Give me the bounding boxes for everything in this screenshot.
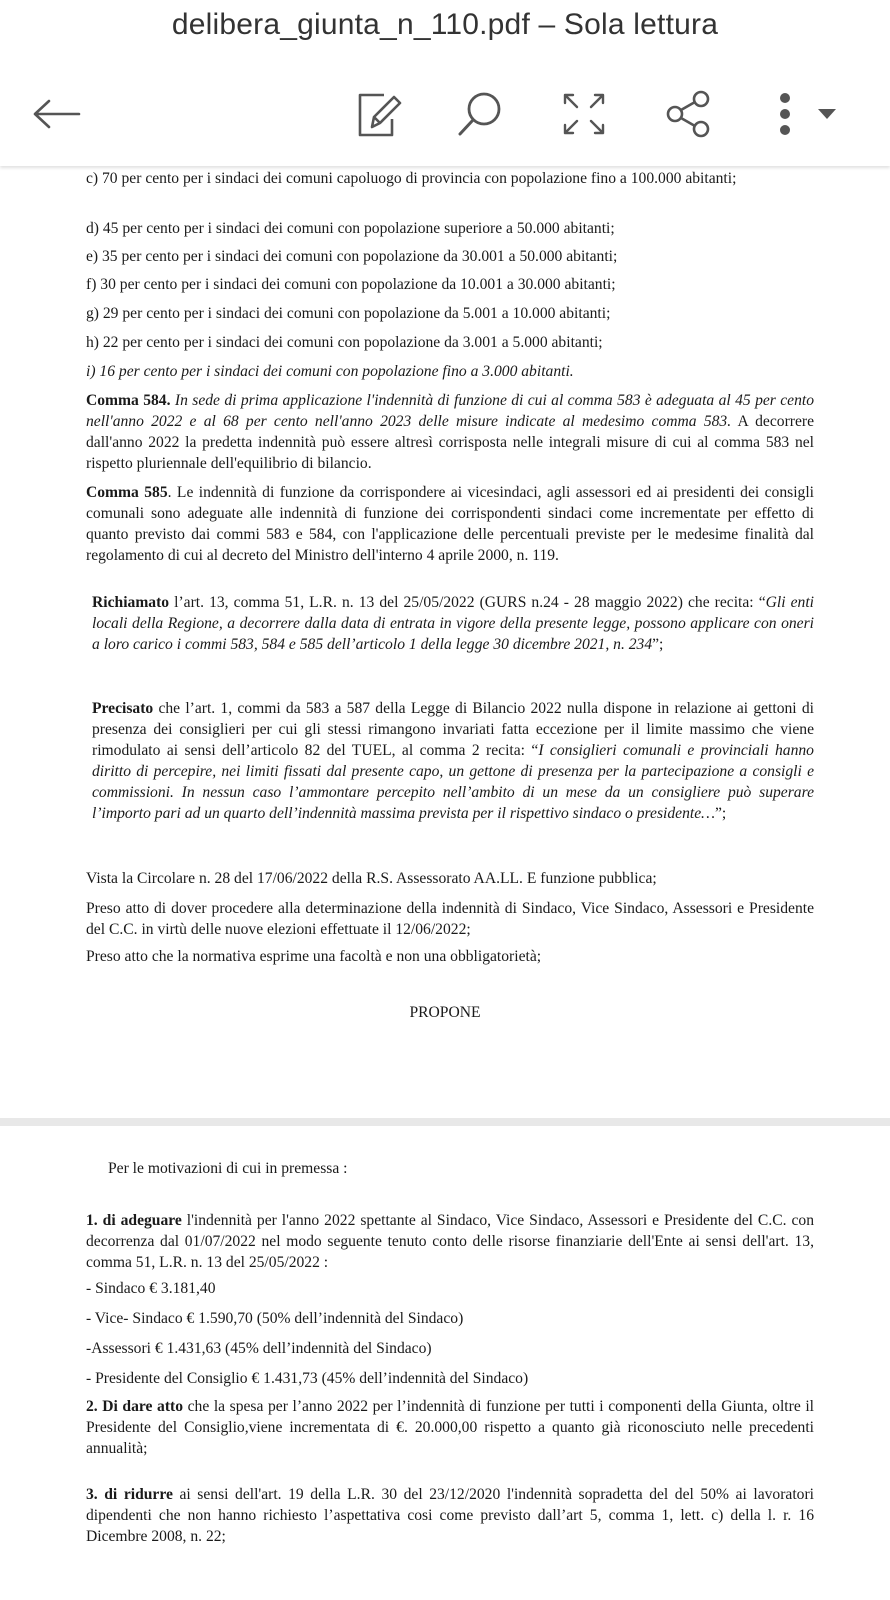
richiamato-quote: Gli enti locali della Regione, a decorrere dalla data di entrata in vigore della presente legge, possono applicare con oneri a loro carico i commi 583, 584 e 585 dell’articolo 1 della legge 30 dicembre 2021, n. 234	[92, 594, 814, 653]
share-icon[interactable]	[660, 86, 716, 142]
point-1-label: 1. di adeguare	[86, 1212, 182, 1229]
comma-584-text: A decorrere dall'anno 2022 la predetta indennità può essere altresì corrisposta nelle integrali misure di cui al comma 583 nel rispetto pluriennale dell'equilibrio di bilancio.	[86, 413, 814, 472]
comma-585-text: . Le indennità di funzione da corrispondere ai vicesindaci, agli assessori ed ai presidenti dei consigli comunali sono adeguate alle indennità di funzione dei corrispondenti sindaci come incrementate per effetto di quanto previsto dai commi 583 e 584, con l'applicazione delle percentuali previste per le medesime finalità dal regolamento di cui al decreto del Ministro dell'interno 4 aprile 2000, n. 119.	[86, 484, 814, 564]
list-item-g: g) 29 per cento per i sindaci dei comuni con popolazione da 5.001 a 10.000 abitanti;	[86, 305, 611, 322]
document-page	[0, 166, 890, 1118]
comma-584-paragraph	[86, 390, 814, 474]
list-item-f: f) 30 per cento per i sindaci dei comuni con popolazione da 10.001 a 30.000 abitanti;	[86, 276, 616, 293]
edit-icon[interactable]	[350, 86, 406, 142]
point-3-label: 3. di ridurre	[86, 1486, 173, 1503]
fullscreen-icon[interactable]	[556, 86, 612, 142]
vista-paragraph: Vista la Circolare n. 28 del 17/06/2022 della R.S. Assessorato AA.LL. E funzione pubblica;	[86, 870, 657, 887]
point-1-text: l'indennità per l'anno 2022 spettante al Sindaco, Vice Sindaco, Assessori e Presidente del C.C. con decorrenza dal 01/07/2022 nel modo seguente tenuto conto delle risorse finanziarie dell'Ente ai sensi dell'art. 13, comma 51, L.R. n. 13 del 25/05/2022 :	[86, 1212, 814, 1271]
comma-584-label: Comma 584.	[86, 392, 171, 409]
point-2-paragraph	[86, 1396, 814, 1459]
precisato-label: Precisato	[92, 700, 154, 717]
search-icon[interactable]	[452, 86, 508, 142]
precisato-end: ”;	[715, 805, 727, 822]
richiamato-label: Richiamato	[92, 594, 170, 611]
point-1-paragraph	[86, 1210, 814, 1273]
point-3-text: ai sensi dell'art. 19 della L.R. 30 del 23/12/2020 l'indennità sopradetta del del 50% ai lavoratori dipendenti che non hanno richiesto l’aspettativa cosi come previsto dall’art 5, comma 1, lett. c) della l. r. 16 Dicembre 2008, n. 22;	[86, 1486, 814, 1545]
comma-585-paragraph	[86, 482, 814, 566]
comma-585-label: Comma 585	[86, 484, 168, 501]
richiamato-end: ”;	[652, 636, 664, 653]
list-item-d: d) 45 per cento per i sindaci dei comuni con popolazione superiore a 50.000 abitanti;	[86, 220, 615, 237]
list-item-h: h) 22 per cento per i sindaci dei comuni con popolazione da 3.001 a 5.000 abitanti;	[86, 334, 603, 351]
list-item-i: i) 16 per cento per i sindaci dei comuni con popolazione fino a 3.000 abitanti.	[86, 363, 574, 380]
point-3-paragraph	[86, 1484, 814, 1547]
preso-atto-paragraph-1: Preso atto di dover procedere alla determinazione della indennità di Sindaco, Vice Sindaco, Assessori e Presidente del C.C. in virtù delle nuove elezioni effettuate il 12/06/2022;	[86, 900, 814, 938]
motivazioni-line: Per le motivazioni di cui in premessa :	[108, 1160, 348, 1177]
sindaco-amount: - Sindaco € 3.181,40	[86, 1280, 216, 1297]
point-2-text: che la spesa per l’anno 2022 per l’indennità di funzione per tutti i componenti della Giunta, oltre il Presidente del Consiglio,viene incrementata di €. 20.000,00 rispetto a quanto già riconosciuto nelle precedenti annualità;	[86, 1398, 814, 1457]
dropdown-icon[interactable]	[812, 86, 842, 142]
preso-atto-paragraph-2: Preso atto che la normativa esprime una facoltà e non una obbligatorietà;	[86, 948, 542, 965]
precisato-paragraph	[92, 698, 814, 824]
precisato-quote: I consiglieri comunali e provinciali hanno diritto di percepire, nei limiti fissati dal presente capo, un gettone di presenza per la partecipazione a consigli e commissioni. In nessun caso l’ammontare percepito nell’ambito di un mese da un consigliere può superare l’importo pari ad un quarto dell’indennità massima prevista per il rispettivo sindaco o presidente…	[92, 742, 814, 822]
list-item-c: c) 70 per cento per i sindaci dei comuni capoluogo di provincia con popolazione fino a 100.000 abitanti;	[86, 170, 737, 187]
list-item-e: e) 35 per cento per i sindaci dei comuni con popolazione da 30.001 a 50.000 abitanti;	[86, 248, 618, 265]
assessori-amount: -Assessori € 1.431,63 (45% dell’indennità del Sindaco)	[86, 1340, 432, 1357]
propone-heading: PROPONE	[409, 1004, 481, 1021]
point-2-label: 2. Di dare atto	[86, 1398, 184, 1415]
precisato-text: che l’art. 1, commi da 583 a 587 della Legge di Bilancio 2022 nulla dispone in relazione ai gettoni di presenza dei consiglieri per cui gli stessi rimangono invariati fatta eccezione per il limite massimo che viene rimodulato ai sensi dell’articolo 82 del TUEL, al comma 2 recita: “	[92, 700, 814, 759]
vice-sindaco-amount: - Vice- Sindaco € 1.590,70 (50% dell’indennità del Sindaco)	[86, 1310, 464, 1327]
back-arrow-icon[interactable]	[28, 86, 84, 142]
page-separator	[0, 1118, 890, 1126]
comma-584-italic: In sede di prima applicazione l'indennità di funzione di cui al comma 583 è adeguata al 45 per cento nell'anno 2022 e al 68 per cento nell'anno 2023 delle misure indicate al medesimo comma 583.	[86, 392, 815, 430]
document-title: delibera_giunta_n_110.pdf – Sola lettura	[171, 8, 719, 41]
presidente-amount: - Presidente del Consiglio € 1.431,73 (45% dell’indennità del Sindaco)	[86, 1370, 529, 1387]
more-vert-icon[interactable]	[770, 86, 800, 142]
app-bar	[0, 0, 890, 166]
richiamato-text: l’art. 13, comma 51, L.R. n. 13 del 25/05/2022 (GURS n.24 - 28 maggio 2022) che recita: “	[169, 594, 766, 611]
richiamato-paragraph	[92, 592, 814, 655]
document-page-2	[0, 1126, 890, 1600]
